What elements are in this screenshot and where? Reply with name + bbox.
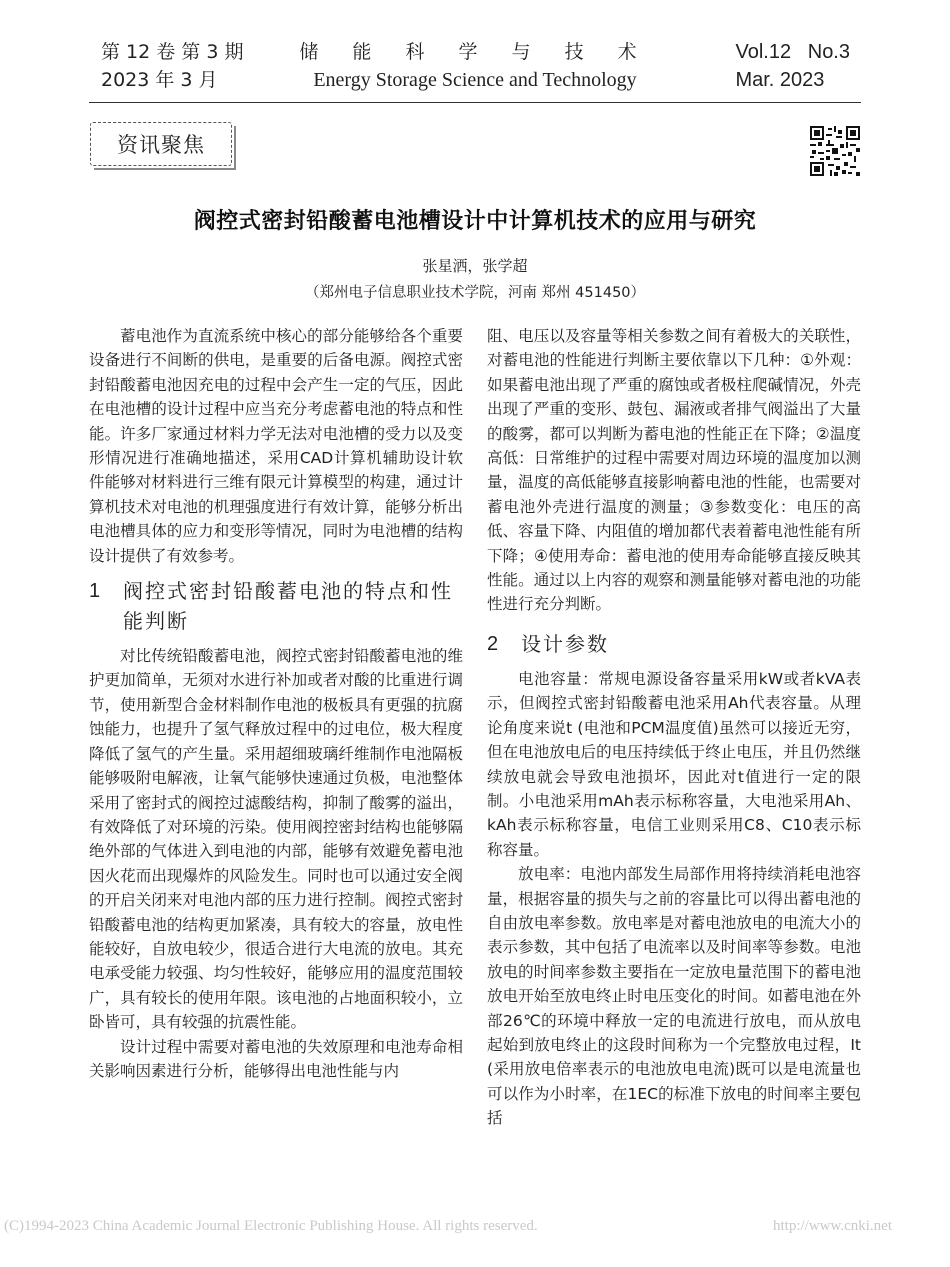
section-2-heading <box>487 629 861 659</box>
date-cn: 2023 年 3 月 <box>101 69 218 91</box>
header-rule <box>89 102 861 103</box>
section-1-heading <box>89 576 463 636</box>
article-affiliation: （郑州电子信息职业技术学院，河南 郑州 451450） <box>304 285 646 301</box>
right-column <box>487 324 861 1131</box>
section-1-title: 阀控式密封铅酸蓄电池的特点和性能判断 <box>123 579 453 634</box>
volume-en: Vol.12 No.3 <box>735 41 850 63</box>
intro-paragraph: 蓄电池作为直流系统中核心的部分能够给各个重要设备进行不间断的供电，是重要的后备电源。阀控式密封铅酸蓄电池因充电的过程中会产生一定的气压，因此在电池槽的设计过程中应当充分考虑蓄电池的特点和性能。许多厂家通过材料力学无法对电池槽的受力以及变形情况进行准确地描述，采用CAD计算机辅助设计软件能够对材料进行三维有限元计算模型的构建，通过计算机技术对电池的机理强度进行有效计算，能够分析出电池槽具体的应力和变形等情况，同时为电池槽的结构设计提供了有效参考。 <box>89 327 463 565</box>
section-2-paragraph-discharge-rate: 放电率：电池内部发生局部作用将持续消耗电池容量，根据容量的损失与之前的容量比可以得出蓄电池的自由放电率参数。放电率是对蓄电池放电的电流大小的表示参数，其中包括了电流率以及时间率等参数。电池放电的时间率参数主要指在一定放电量范围下的蓄电池放电开始至放电终止时电压变化的时间。如蓄电池在外部26℃的环境中释放一定的电流进行放电，而从放电起始到放电终止的这段时间称为一个完整放电过程，It (采用放电倍率表示的电池放电电流)既可以是电流量也可以作为小时率，在1EC的标准下放电的时间率主要包括 <box>487 865 861 1128</box>
issue-cn: 第 12 卷 第 3 期 <box>101 41 244 63</box>
section-1-paragraph-2-start: 设计过程中需要对蓄电池的失效原理和电池寿命相关影响因素进行分析，能够得出电池性能与内 <box>89 1037 463 1080</box>
journal-name-cn: 储 能 科 学 与 技 术 <box>299 41 651 63</box>
article-authors: 张星洒，张学超 <box>422 257 528 275</box>
section-2-title: 设计参数 <box>521 631 609 656</box>
left-column <box>89 324 463 1083</box>
section-1-paragraph-2-continued: 阻、电压以及容量等相关参数之间有着极大的关联性，对蓄电池的性能进行判断主要依靠以下几种：①外观：如果蓄电池出现了严重的腐蚀或者极柱爬碱情况，外壳出现了严重的变形、鼓包、漏液或者排气阀溢出了大量的酸雾，都可以判断为蓄电池的性能正在下降；②温度高低：日常维护的过程中需要对周边环境的温度加以测量，温度的高低能够直接影响蓄电池的性能，也需要对蓄电池外壳进行温度的测量；③参数变化：电压的高低、容量下降、内阻值的增加都代表着蓄电池性能有所下降；④使用寿命：蓄电池的使用寿命能够直接反映其性能。通过以上内容的观察和测量能够对蓄电池的功能性进行充分判断。 <box>487 327 861 614</box>
journal-name-en: Energy Storage Science and Technology <box>313 69 637 91</box>
qr-code-icon <box>810 126 860 176</box>
section-2-paragraph-capacity: 电池容量：常规电源设备容量采用kW或者kVA表示，但阀控式密封铅酸蓄电池采用Ah代表容量。从理论角度来说t (电池和PCM温度值)虽然可以接近无穷，但在电池放电后的电压持续低于终止电压，并且仍然继续放电就会导致电池损坏，因此对t值进行一定的限制。小电池采用mAh表示标称容量，大电池采用Ah、kAh表示标称容量，电信工业则采用C8、C10表示标称容量。 <box>487 669 861 859</box>
section-2-number: 2 <box>487 632 499 655</box>
section-label <box>90 122 232 166</box>
article-title: 阀控式密封铅酸蓄电池槽设计中计算机技术的应用与研究 <box>193 209 757 234</box>
footer-url: http://www.cnki.net <box>772 1218 892 1234</box>
footer-copyright: (C)1994-2023 China Academic Journal Electronic Publishing House. All rights reserved. <box>4 1218 538 1234</box>
section-1-paragraph-1: 对比传统铅酸蓄电池，阀控式密封铅酸蓄电池的维护更加简单，无须对水进行补加或者对酸的比重进行调节，使用新型合金材料制作电池的极板具有更强的抗腐蚀能力，也提升了氢气释放过程中的过电位，极大程度降低了氢气的产生量。采用超细玻璃纤维制作电池隔板能够吸附电解液，让氧气能够快速通过负极，电池整体采用了密封式的阀控过滤酸结构，抑制了酸雾的溢出，有效降低了对环境的污染。使用阀控密封结构也能够隔绝外部的气体进入到电池的内部，能够有效避免蓄电池因火花而出现爆炸的风险发生。同时也可以通过安全阀的开启关闭来对电池内部的压力进行控制。阀控式密封铅酸蓄电池的结构更加紧凑，具有较大的容量，放电性能较好，自放电较少，很适合进行大电流的放电。其充电承受能力较强、均匀性较好，能够应用的温度范围较广，具有较长的使用年限。该电池的占地面积较小，立卧皆可，具有较强的抗震性能。 <box>89 647 463 1032</box>
header-volume-block <box>735 38 850 94</box>
section-1-number: 1 <box>89 580 101 603</box>
date-en: Mar. 2023 <box>735 69 825 91</box>
section-label-text: 资讯聚焦 <box>117 133 205 157</box>
